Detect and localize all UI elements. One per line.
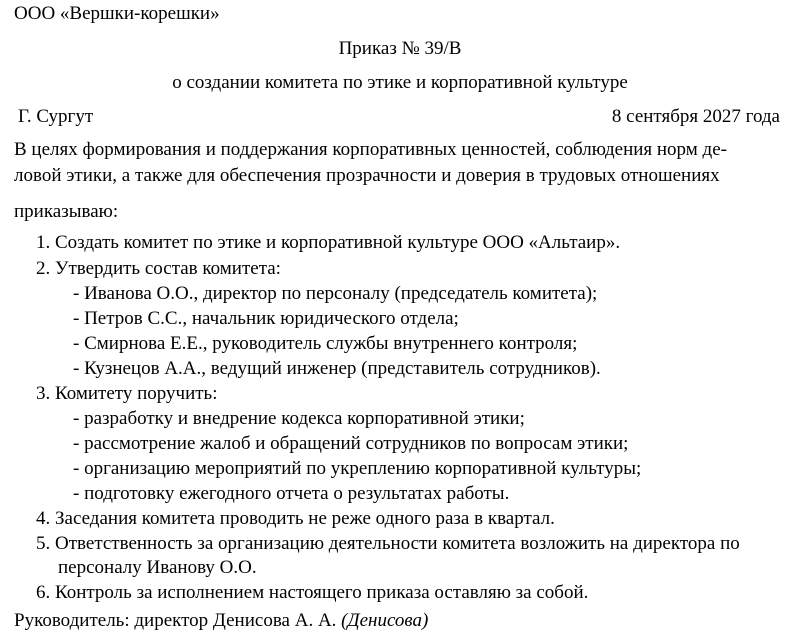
list-item: 3. Комитету поручить:: [36, 383, 218, 404]
document-title: Приказ № 39/В: [338, 38, 462, 59]
list-item: 2. Утвердить состав комитета:: [36, 258, 281, 279]
list-item: 5. Ответственность за организацию деятельности комитета возложить на директора по: [36, 533, 740, 554]
list-item: 6. Контроль за исполнением настоящего приказа оставляю за собой.: [36, 582, 589, 603]
list-item: 4. Заседания комитета проводить не реже одного раза в квартал.: [36, 508, 555, 529]
list-subitem: - разработку и внедрение кодекса корпоративной этики;: [73, 408, 525, 429]
company-name: ООО «Вершки-корешки»: [14, 3, 220, 24]
signature-line: [14, 610, 428, 632]
signature-name: (Денисова): [341, 610, 429, 631]
list-item: 1. Создать комитет по этике и корпоративной культуре ООО «Альтаир».: [36, 232, 621, 253]
intro-line-2: ловой этики, а также для обеспечения прозрачности и доверия в трудовых отношениях: [14, 165, 720, 186]
list-subitem: - подготовку ежегодного отчета о результатах работы.: [73, 483, 510, 504]
intro-line-1: В целях формирования и поддержания корпоративных ценностей, соблюдения норм де-: [14, 139, 727, 160]
list-subitem: - Смирнова Е.Е., руководитель службы внутреннего контроля;: [73, 333, 578, 354]
list-item-continuation: персоналу Иванову О.О.: [58, 557, 257, 578]
document-subtitle: о создании комитета по этике и корпоративной культуре: [172, 72, 628, 93]
order-word: приказываю:: [14, 201, 119, 222]
list-subitem: - организацию мероприятий по укреплению корпоративной культуры;: [73, 458, 642, 479]
signature-label: Руководитель: директор Денисова А. А.: [14, 610, 342, 631]
list-subitem: - Иванова О.О., директор по персоналу (председатель комитета);: [73, 283, 598, 304]
list-subitem: - Кузнецов А.А., ведущий инженер (представитель сотрудников).: [73, 358, 601, 379]
city: Г. Сургут: [18, 106, 94, 127]
document-date: 8 сентября 2027 года: [611, 106, 780, 127]
list-subitem: - рассмотрение жалоб и обращений сотрудников по вопросам этики;: [73, 433, 629, 454]
list-subitem: - Петров С.С., начальник юридического отдела;: [73, 308, 459, 329]
